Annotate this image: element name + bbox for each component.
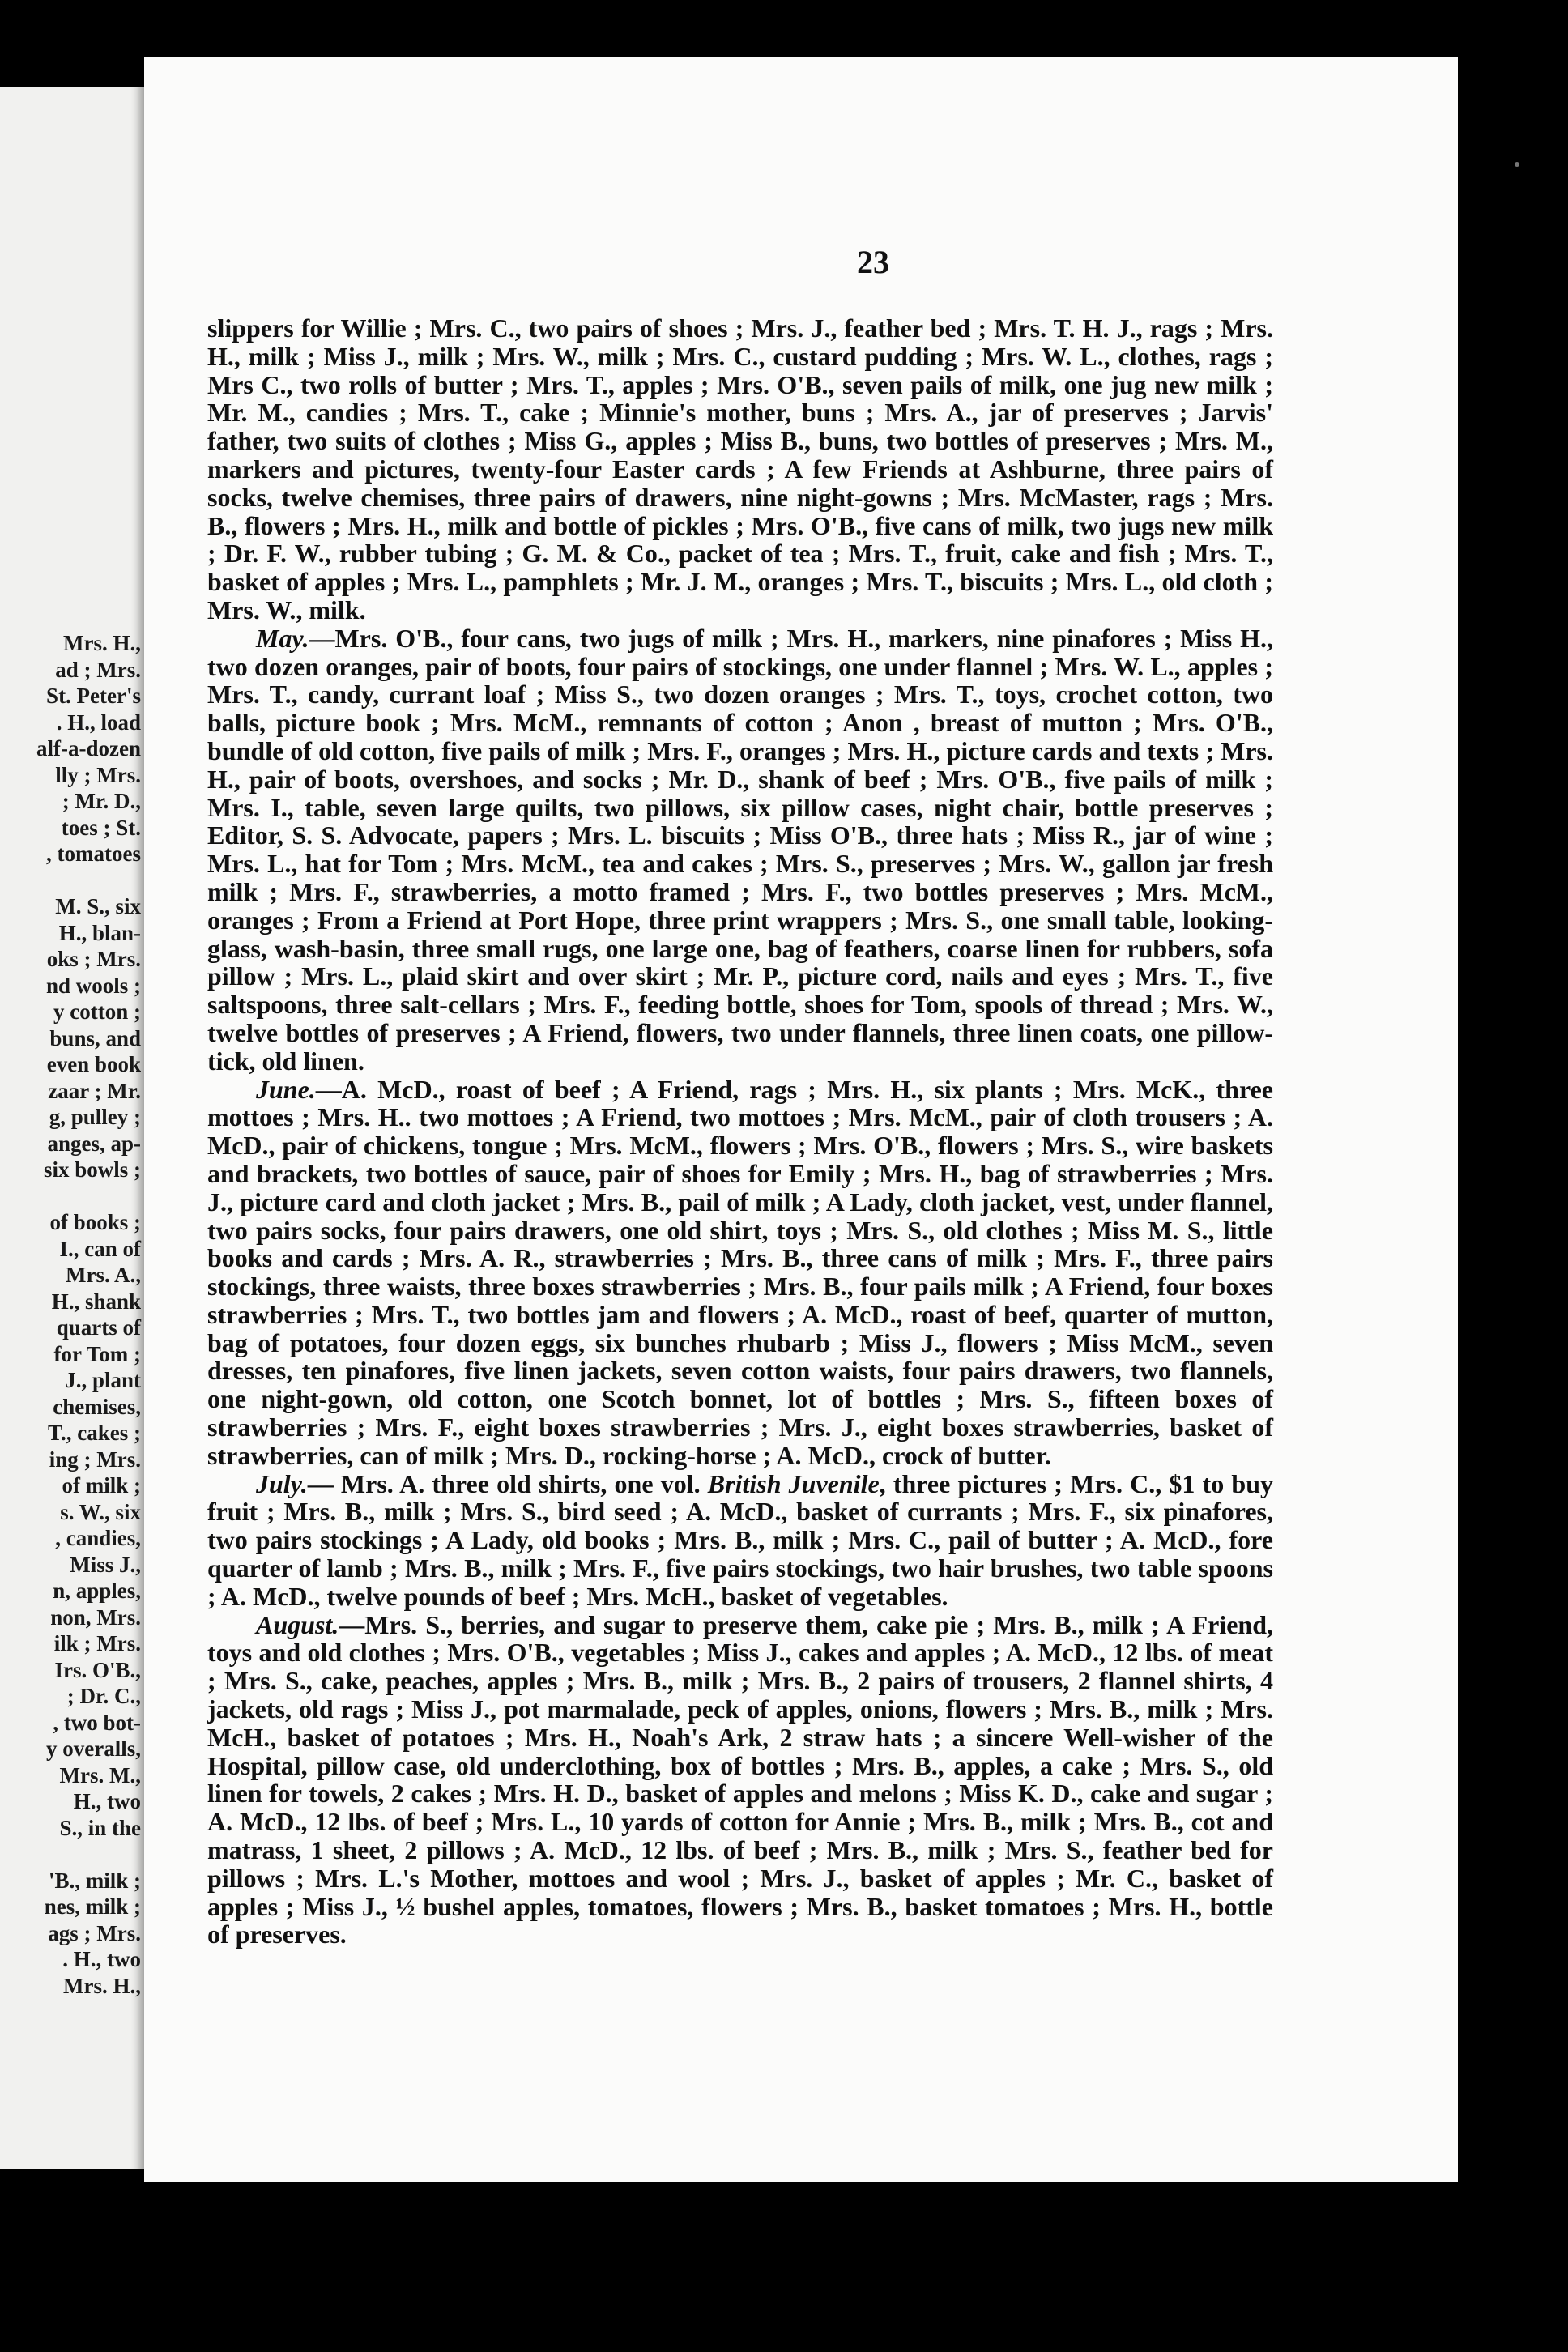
left-margin-line: Mrs. H., — [63, 1973, 141, 1998]
left-margin-line: M. S., six — [55, 894, 141, 918]
left-margin-line: y overalls, — [46, 1736, 141, 1761]
left-margin-line: H., two — [73, 1789, 141, 1813]
left-margin-line: alf-a-dozen — [36, 736, 141, 761]
left-margin-line: Mrs. M., — [59, 1762, 141, 1787]
left-margin-line: lly ; Mrs. — [55, 762, 141, 787]
left-margin-line: H., blan- — [58, 920, 141, 945]
left-margin-line: . H., two — [62, 1947, 141, 1971]
left-margin-line: Irs. O'B., — [54, 1657, 141, 1682]
left-margin-line: ilk ; Mrs. — [53, 1631, 141, 1655]
paragraph-may — [207, 624, 1273, 1076]
left-margin-line: zaar ; Mr. — [48, 1078, 141, 1103]
left-margin-line: Mrs. H., — [63, 631, 141, 655]
left-margin-line: anges, ap- — [47, 1131, 141, 1156]
left-margin-line: nd wools ; — [45, 973, 141, 998]
left-margin-line: y cotton ; — [53, 999, 141, 1024]
left-margin-line: 'B., milk ; — [48, 1868, 141, 1893]
left-margin-line: non, Mrs. — [50, 1604, 141, 1630]
left-margin-line: chemises, — [53, 1394, 141, 1419]
dust-speck — [1515, 162, 1519, 167]
left-margin-line: H., shank — [51, 1289, 141, 1314]
page-body — [207, 314, 1273, 1949]
left-margin-line: Miss J., — [70, 1552, 141, 1577]
left-margin-line: Mrs. A., — [66, 1263, 141, 1287]
left-margin-line: , two bot- — [53, 1710, 141, 1735]
left-margin-line: six bowls ; — [43, 1157, 141, 1182]
left-margin-line: s. W., six — [60, 1499, 141, 1524]
paragraph-text-lead: — Mrs. A. three old shirts, one vol. — [307, 1468, 708, 1498]
paragraph-july — [207, 1470, 1273, 1611]
paragraph-text: —Mrs. O'B., four cans, two jugs of milk ; Mrs. H., markers, nine pinafores ; Miss H., two dozen oranges, pair of boots, four pairs of stockings, one under flannel ; Mrs. W. L., apples ; Mrs. T., candy, currant loaf ; Miss S., two dozen oranges ; Mrs. T., toys, crochet cotton, two balls, picture book ; Mrs. McM., remnants of cotton ; Anon , breast of mutton ; Mrs. O'B., bundle of old cotton, five pails of milk ; Mrs. F., oranges ; Mrs. H., picture cards and texts ; Mrs. H., pair of boots, overshoes, and socks ; Mr. D., shank of beef ; Mrs. O'B., five pails of milk ; Mrs. I., table, seven large quilts, two pillows, six pillow cases, night chair, bottle preserves ; Editor, S. S. Advocate, papers ; Mrs. L. biscuits ; Miss O'B., three hats ; Miss R., jar of wine ; Mrs. L., hat for Tom ; Mrs. McM., tea and cakes ; Mrs. S., preserves ; Mrs. W., gallon jar fresh milk ; Mrs. F., strawberries, a motto framed ; Mrs. F., two bottles preserves ; Mrs. McM., oranges ; From a Friend at Port Hope, three print wrappers ; Mrs. S., one small table, looking-glass, wash-basin, three small rugs, one large one, bag of feathers, coarse linen for rubbers, sofa pillow ; Mrs. L., plaid skirt and over skirt ; Mr. P., picture cord, nails and eyes ; Mrs. T., five saltspoons, three salt-cellars ; Mrs. F., feeding bottle, shoes for Tom, spools of thread ; Mrs. W., twelve bottles of preserves ; A Friend, flowers, two under flannels, three linen coats, one pillow-tick, old linen. — [207, 623, 1273, 1076]
month-heading: August. — [256, 1609, 339, 1639]
month-heading: July. — [256, 1468, 308, 1498]
left-margin-line: ; Dr. C., — [66, 1684, 141, 1708]
left-margin-line: I., can of — [59, 1236, 141, 1261]
left-margin-line: ing ; Mrs. — [49, 1447, 141, 1472]
left-margin-line: St. Peter's — [46, 684, 141, 708]
left-margin-line: nes, milk ; — [44, 1894, 141, 1919]
month-heading: May. — [256, 623, 309, 653]
paragraph-text: slippers for Willie ; Mrs. C., two pairs of shoes ; Mrs. J., feather bed ; Mrs. T. H. J., rags ; Mrs. H., milk ; Miss J., milk ; Mrs. W., milk ; Mrs. C., custard pudding ; Mrs. W. L., clothes, rags ; Mrs C., two rolls of butter ; Mrs. T., apples ; Mrs. O'B., seven pails of milk, one jug new milk ; Mr. M., candies ; Mrs. T., cake ; Minnie's mother, buns ; Mrs. A., jar of preserves ; Jarvis' father, two suits of clothes ; Miss G., apples ; Miss B., buns, two bottles of preserves ; Mrs. M., markers and pictures, twenty-four Easter cards ; A few Friends at Ashburne, three pairs of socks, twelve chemises, three pairs of drawers, nine night-gowns ; Mrs. McMaster, rags ; Mrs. B., flowers ; Mrs. H., milk and bottle of pickles ; Mrs. O'B., five cans of milk, two jugs new milk ; Dr. F. W., rubber tubing ; G. M. & Co., packet of tea ; Mrs. T., fruit, cake and fish ; Mrs. T., basket of apples ; Mrs. L., pamphlets ; Mr. J. M., oranges ; Mrs. T., biscuits ; Mrs. L., old cloth ; Mrs. W., milk. — [207, 313, 1273, 624]
page-number: 23 — [857, 244, 889, 280]
left-margin-line: quarts of — [56, 1315, 141, 1340]
paragraph-text: , three pictures ; Mrs. C., $1 to buy fruit ; Mrs. B., milk ; Mrs. S., bird seed ; A. McD., basket of currants ; Mrs. F., six pinafores, two pairs stockings ; A Lady, old books ; Mrs. B., milk ; Mrs. C., pail of butter ; A. McD., fore quarter of lamb ; Mrs. B., milk ; Mrs. F., five pairs stockings, two hair brushes, two table spoons ; A. McD., twelve pounds of beef ; Mrs. McH., basket of vegetables. — [207, 1468, 1274, 1611]
left-margin-line: buns, and — [49, 1025, 141, 1050]
paragraph-text: —A. McD., roast of beef ; A Friend, rags ; Mrs. H., six plants ; Mrs. McK., three mottoes ; Mrs. H.. two mottoes ; A Friend, two mottoes ; Mrs. McM., pair of cloth trousers ; A. McD., pair of chickens, tongue ; Mrs. McM., flowers ; Mrs. O'B., flowers ; Mrs. S., wire baskets and brackets, two bottles of sauce, pair of shoes for Emily ; Mrs. H., bag of strawberries ; Mrs. J., picture card and cloth jacket ; Mrs. B., pail of milk ; A Lady, cloth jacket, vest, under flannel, two pairs socks, four pairs drawers, one old shirt, toys ; Mrs. S., old clothes ; Miss M. S., little books and cards ; Mrs. A. R., strawberries ; Mrs. B., three cans of milk ; Mrs. F., three pairs stockings, three waists, three boxes strawberries ; Mrs. B., four pails milk ; A Friend, four boxes strawberries ; Mrs. T., two bottles jam and flowers ; A. McD., roast of beef, quarter of mutton, bag of potatoes, four dozen eggs, six bunches rhubarb ; Miss J., flowers ; Miss McM., seven dresses, ten pinafores, five linen jackets, seven cotton waists, four pairs drawers, two flannels, one night-gown, old cotton, one Scotch bonnet, lot of bottles ; Mrs. S., fifteen boxes of strawberries ; Mrs. F., eight boxes strawberries ; Mrs. J., eight boxes strawberries, basket of strawberries, can of milk ; Mrs. D., rocking-horse ; A. McD., crock of butter. — [207, 1074, 1273, 1470]
paragraph-text: —Mrs. S., berries, and sugar to preserve them, cake pie ; Mrs. B., milk ; A Friend, toys and old clothes ; Mrs. O'B., vegetables ; Miss J., cakes and apples ; A. McD., 12 lbs. of meat ; Mrs. S., cake, peaches, apples ; Mrs. B., milk ; Mrs. B., 2 pairs of trousers, 2 flannel shirts, 4 jackets, old rags ; Miss J., pot marmalade, peck of apples, onions, flowers ; Mrs. B., milk ; Mrs. McH., basket of potatoes ; Mrs. H., Noah's Ark, 2 straw hats ; a sincere Well-wisher of the Hospital, pillow case, old underclothing, box of bottles ; Mrs. B., apples, a cake ; Mrs. S., old linen for towels, 2 cakes ; Mrs. H. D., basket of apples and melons ; Miss K. D., cake and sugar ; A. McD., 12 lbs. of beef ; Mrs. L., 10 yards of cotton for Annie ; Mrs. B., milk ; Mrs. B., cot and matrass, 1 sheet, 2 pillows ; A. McD., 12 lbs. of beef ; Mrs. B., milk ; Mrs. S., feather bed for pillows ; Mrs. L.'s Mother, mottoes and wool ; Mrs. J., basket of apples ; Mr. C., basket of apples ; Miss J., ½ bushel apples, tomatoes, flowers ; Mrs. B., basket tomatoes ; Mrs. H., bottle of preserves. — [207, 1609, 1273, 1949]
left-margin-line: , candies, — [55, 1526, 141, 1550]
left-margin-line: g, pulley ; — [49, 1105, 141, 1129]
left-margin-line: of books ; — [49, 1210, 141, 1234]
left-margin-line: ; Mr. D., — [62, 789, 141, 813]
left-margin-line: T., cakes ; — [48, 1421, 141, 1445]
left-margin-line: . H., load — [56, 709, 141, 735]
left-margin-line: for Tom ; — [53, 1341, 141, 1366]
left-margin-line: n, apples, — [53, 1579, 141, 1603]
left-margin-line: of milk ; — [62, 1473, 141, 1498]
right-page — [144, 57, 1458, 2182]
left-margin-line: oks ; Mrs. — [46, 947, 141, 971]
left-margin-line: , tomatoes — [46, 842, 141, 866]
left-margin-line: J., plant — [65, 1368, 141, 1392]
left-margin-line: even book — [46, 1052, 141, 1076]
left-margin-line: ags ; Mrs. — [48, 1920, 141, 1945]
left-margin-line: ad ; Mrs. — [55, 657, 141, 682]
paragraph-april — [207, 314, 1273, 624]
left-facing-page — [0, 87, 154, 2169]
left-margin-line: S., in the — [59, 1815, 141, 1840]
month-heading: June. — [256, 1074, 316, 1104]
book-title: British Juvenile — [707, 1468, 880, 1498]
paragraph-june — [207, 1076, 1273, 1470]
paragraph-august — [207, 1611, 1273, 1949]
left-margin-line: toes ; St. — [61, 815, 141, 840]
